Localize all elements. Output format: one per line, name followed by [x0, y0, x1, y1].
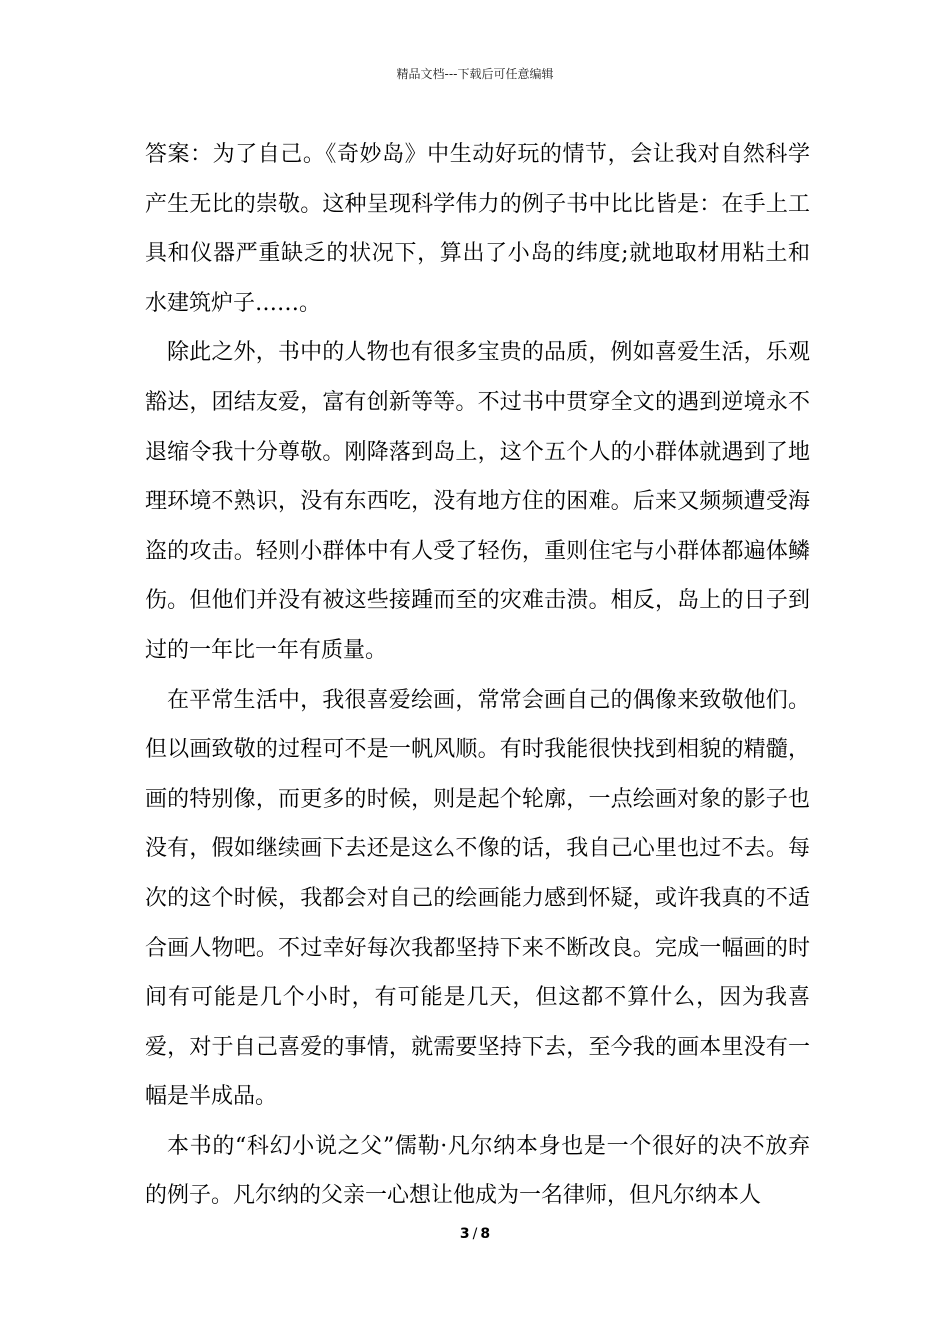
paragraph-character-qualities: 除此之外，书中的人物也有很多宝贵的品质，例如喜爱生活，乐观豁达，团结友爱，富有创新等等。不过书中贯穿全文的遇到逆境永不退缩令我十分尊敬。刚降落到岛上，这个五个人的小群体就遇到了地理环境不熟识，没有东西吃，没有地方住的困难。后来又频频遭受海盗的攻击。轻则小群体中有人受了轻伤，重则住宅与小群体都遍体鳞伤。但他们并没有被这些接踵而至的灾难击溃。相反，岛上的日子到过的一年比一年有质量。	[145, 340, 810, 663]
total-pages-number: 8	[480, 1226, 491, 1242]
document-body	[145, 130, 810, 1221]
page-header: 精品文档---下载后可任意编辑	[396, 67, 554, 81]
current-page-number: 3	[459, 1226, 470, 1242]
paragraph-painting: 在平常生活中，我很喜爱绘画，常常会画自己的偶像来致敬他们。但以画致敬的过程可不是一帆风顺。有时我能很快找到相貌的精髓，画的特别像，而更多的时候，则是起个轮廓，一点绘画对象的影子也没有，假如继续画下去还是这么不像的话，我自己心里也过不去。每次的这个时候，我都会对自己的绘画能力感到怀疑，或许我真的不适合画人物吧。不过幸好每次我都坚持下来不断改良。完成一幅画的时间有可能是几个小时，有可能是几天，但这都不算什么，因为我喜爱，对于自己喜爱的事情，就需要坚持下去，至今我的画本里没有一幅是半成品。	[145, 687, 810, 1110]
paragraph-jules-verne: 本书的“科幻小说之父”儒勒·凡尔纳本身也是一个很好的决不放弃的例子。凡尔纳的父亲一心想让他成为一名律师，但凡尔纳本人	[145, 1133, 810, 1209]
page-number	[0, 1225, 950, 1243]
page-separator: /	[472, 1226, 478, 1242]
paragraph-answer: 答案：为了自己。《奇妙岛》中生动好玩的情节，会让我对自然科学产生无比的崇敬。这种呈现科学伟力的例子书中比比皆是：在手上工具和仪器严重缺乏的状况下，算出了小岛的纬度;就地取材用粘土和水建筑炉子……。	[145, 142, 810, 316]
